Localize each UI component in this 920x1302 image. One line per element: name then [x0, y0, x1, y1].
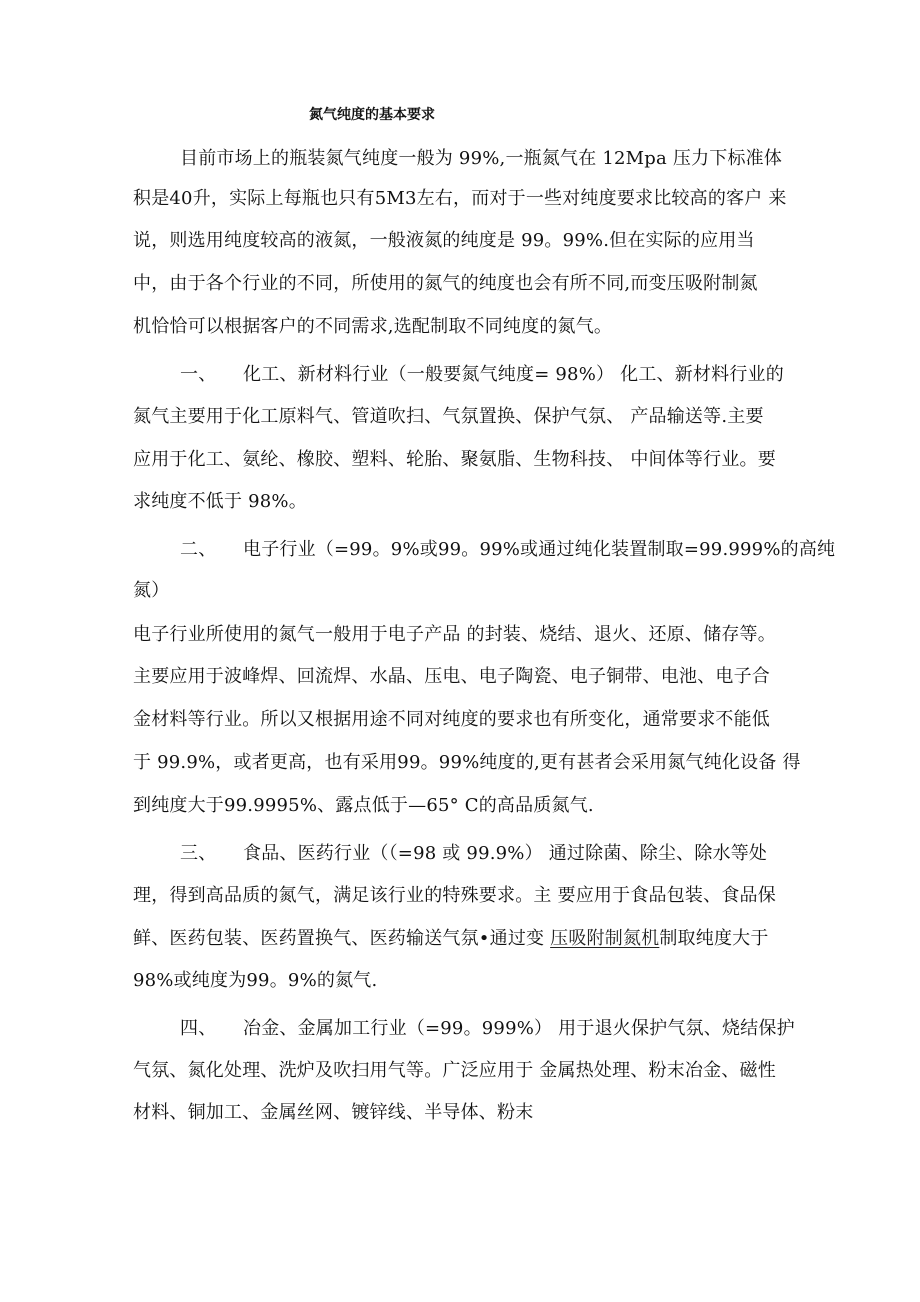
section-number: 四、: [180, 1018, 217, 1039]
paragraph-line: 求纯度不低于 98%。: [133, 491, 307, 512]
paragraph-line: 机恰恰可以根据客户的不同需求,选配制取不同纯度的氮气。: [133, 316, 613, 337]
paragraph-line: 中，由于各个行业的不同，所使用的氮气的纯度也会有所不同,而变压吸附制氮: [133, 273, 758, 294]
paragraph-line: 说，则选用纯度较高的液氮，一般液氮的纯度是 99。99%.但在实际的应用当: [133, 230, 755, 251]
paragraph-text: 鲜、医药包装、医药置换气、医药输送气氛•通过变: [133, 928, 551, 949]
paragraph-line: 电子行业所使用的氮气一般用于电子产品 的封装、烧结、退火、还原、储存等。: [133, 624, 776, 645]
section-number: 二、: [180, 539, 217, 560]
paragraph-line: 材料、铜加工、金属丝网、镀锌线、半导体、粉末: [133, 1102, 534, 1123]
paragraph-line: 氮气主要用于化工原料气、管道吹扫、气氛置换、保护气氛、 产品输送等.主要: [133, 406, 764, 427]
paragraph-line: 积是40升，实际上每瓶也只有5M3左右，而对于一些对纯度要求比较高的客户 来: [133, 188, 787, 209]
paragraph-line: 主要应用于波峰焊、回流焊、水晶、压电、电子陶瓷、电子铜带、电池、电子合: [133, 666, 770, 687]
paragraph-line: 理，得到高品质的氮气，满足该行业的特殊要求。主 要应用于食品包装、食品保: [133, 885, 776, 906]
paragraph-line: [133, 927, 769, 951]
section-heading-line: 化工、新材料行业（一般要氮气纯度= 98%） 化工、新材料行业的: [243, 364, 784, 385]
paragraph-text: 制取纯度大于: [659, 928, 769, 949]
paragraph-line: 到纯度大于99.9995%、露点低于—65° C的高品质氮气.: [133, 795, 594, 816]
section-heading-line: 冶金、金属加工行业（=99。999%） 用于退火保护气氛、烧结保护: [243, 1018, 795, 1039]
section-number: 一、: [180, 364, 217, 385]
section-heading-line: 食品、医药行业（（=98 或 99.9%） 通过除菌、除尘、除水等处: [243, 843, 768, 864]
document-title: 氮气纯度的基本要求: [309, 107, 435, 123]
section-number: 三、: [180, 843, 217, 864]
paragraph-line: 于 99.9%，或者更高，也有采用99。99%纯度的,更有甚者会采用氮气纯化设备 得: [133, 752, 801, 773]
paragraph-line: 98%或纯度为99。9%的氮气.: [133, 970, 378, 991]
paragraph-line: 氮）: [133, 580, 170, 601]
nitrogen-generator-link[interactable]: 压吸附制氮机: [550, 928, 660, 949]
paragraph-line: 应用于化工、氨纶、橡胶、塑料、轮胎、聚氨脂、生物科技、 中间体等行业。要: [133, 449, 776, 470]
section-heading-line: 电子行业（=99。9%或99。99%或通过纯化装置制取=99.999%的高纯: [243, 539, 836, 560]
paragraph-line: 目前市场上的瓶装氮气纯度一般为 99%,一瓶氮气在 12Mpa 压力下标准体: [180, 148, 783, 169]
paragraph-line: 气氛、氮化处理、洗炉及吹扫用气等。广泛应用于 金属热处理、粉末冶金、磁性: [133, 1060, 776, 1081]
paragraph-line: 金材料等行业。所以又根据用途不同对纯度的要求也有所变化，通常要求不能低: [133, 709, 770, 730]
